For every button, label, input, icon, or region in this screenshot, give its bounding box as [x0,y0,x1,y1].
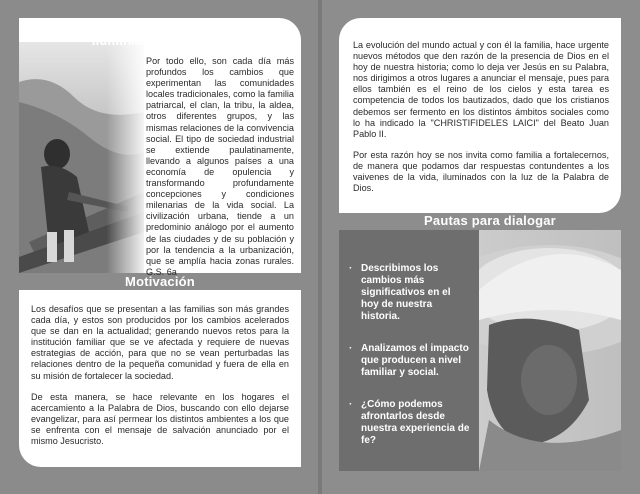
doctrinal-card [19,18,301,277]
reflection-card [339,18,621,213]
reflection-paragraph-1: La evolución del mundo actual y con él la familia, hace urgente nuevos métodos que den razón de la presencia de Dios en el hoy de nuestra historia; como lo deja ver Jesús en su Palabra, nos dirigimos a otros lugares a anunciar el mensaje, pues para ellos también es el reino de los cielos y esta tarea es competencia de todos los bautizados, dado que los cristianos debemos ser fermento en los distintos ámbitos sociales como lo ha indicado la "CHRISTIFIDELES LAICI" del Beato Juan Pablo II. [353,40,609,139]
reflection-text [353,40,609,204]
bullet-icon: · [349,263,353,274]
pautas-panel [339,230,479,471]
bullet-icon: · [349,343,353,354]
motivacion-paragraph-2: De esta manera, se hace relevante en los hogares el acercamiento a la Palabra de Dios, buscando con ello dejarse evangelizar, para así permear los distintos ambientes a los que se enfrenta con el mensaje de salvación anunciado por el mismo Jesucristo. [31,391,289,447]
question-text-2: Analizamos el impacto que producen a nivel familiar y social. [361,343,469,378]
doctrinal-title: Iluminación Doctrinal [91,33,229,48]
question-item-1 [349,263,471,323]
fisherman-photo [19,42,144,273]
doctrinal-text: Por todo ello, son cada día más profundos los cambios que experimentan las comunidades locales tradicionales, como la familia patriarcal, el clan, la tribu, la aldea, otros diferentes grupos, y las mismas relaciones de la convivencia social. El tipo de sociedad industrial se extiende paulatinamente, llevando a algunos países a una economía de opulencia y transformando profundamente concepciones y condiciones milenarias de la vida social. La civilización urbana, tiende a un predominio análogo por el aumento de las ciudades y de su población y por la tendencia a la urbanización, que se amplía hacia zonas rurales. G.S. 6a [146,56,294,277]
bullet-icon: · [349,399,353,410]
question-list [349,263,471,467]
motivacion-text [31,304,289,457]
reflection-paragraph-2: Por esta razón hoy se nos invita como familia a fortalecernos, de manera que podamos dar respuestas contundentes a los vaivenes de la vida, iluminados con la luz de la Palabra de Dios. [353,149,609,194]
pautas-title: Pautas para dialogar [424,213,556,228]
question-text-1: Describimos los cambios más significativos en el hoy de nuestra historia. [361,263,451,322]
page-gutter [318,0,322,494]
question-item-2 [349,343,471,379]
motivacion-title: Motivación [125,274,195,289]
question-item-3 [349,399,471,447]
question-text-3: ¿Cómo podemos afrontarlos desde nuestra experiencia de fe? [361,399,470,446]
motivacion-card [19,290,301,467]
motivacion-paragraph-1: Los desafíos que se presentan a las familias son más grandes cada día, y estos son producidos por los cambios acelerados que se dan en la actualidad; generando nuevos retos para la institución familiar que se ve afectada y requiere de nuevas estrategias de acción, para que no se vean perturbadas las relaciones dentro de la pequeña comunidad y fuera de ella en su misión de fortalecer la sociedad. [31,304,289,381]
